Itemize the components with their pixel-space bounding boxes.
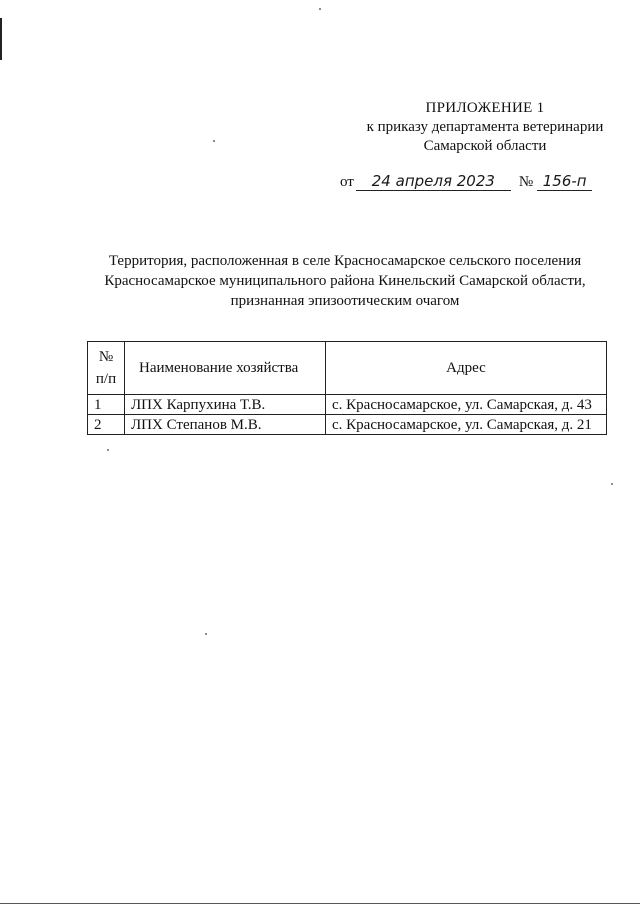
table-row bbox=[88, 395, 607, 415]
row-number: 1 bbox=[88, 395, 125, 415]
row-number: 2 bbox=[88, 415, 125, 435]
order-number-handwritten: 156-п bbox=[537, 172, 592, 191]
farm-registry-table bbox=[87, 341, 607, 435]
column-header-number-line-2: п/п bbox=[95, 371, 117, 387]
attachment-line-1: к приказу департамента ветеринарии bbox=[366, 119, 604, 135]
table-row bbox=[88, 415, 607, 435]
attachment-line-2: Самарской области bbox=[423, 138, 547, 154]
heading-line-2: Красносамарское муниципального района Кинельский Самарской области, bbox=[104, 273, 586, 289]
order-reference bbox=[340, 172, 610, 191]
heading-line-1: Территория, расположенная в селе Красносамарское сельского поселения bbox=[108, 253, 582, 269]
column-header-address: Адрес bbox=[326, 342, 607, 395]
scan-speck bbox=[205, 633, 207, 635]
row-address: с. Красносамарское, ул. Самарская, д. 43 bbox=[326, 395, 607, 415]
document-heading bbox=[90, 251, 600, 311]
column-header-farm-name: Наименование хозяйства bbox=[125, 342, 326, 395]
table-header-row bbox=[88, 342, 607, 395]
scan-speck bbox=[319, 8, 321, 10]
attachment-title: ПРИЛОЖЕНИЕ 1 bbox=[425, 100, 545, 116]
scan-speck bbox=[611, 483, 613, 485]
order-number-prefix: № bbox=[518, 174, 534, 190]
scan-speck bbox=[213, 140, 215, 142]
scan-edge-line bbox=[0, 903, 640, 904]
row-farm-name: ЛПХ Степанов М.В. bbox=[125, 415, 326, 435]
order-date-handwritten: 24 апреля 2023 bbox=[356, 172, 511, 191]
column-header-number-line-1: № bbox=[98, 349, 114, 365]
row-farm-name: ЛПХ Карпухина Т.В. bbox=[125, 395, 326, 415]
attachment-block bbox=[340, 99, 630, 156]
scan-speck bbox=[107, 449, 109, 451]
row-address: с. Красносамарское, ул. Самарская, д. 21 bbox=[326, 415, 607, 435]
column-header-number bbox=[88, 342, 125, 395]
scan-edge-mark bbox=[0, 18, 2, 60]
order-date-prefix: от bbox=[340, 174, 354, 190]
heading-line-3: признанная эпизоотическим очагом bbox=[230, 293, 460, 309]
